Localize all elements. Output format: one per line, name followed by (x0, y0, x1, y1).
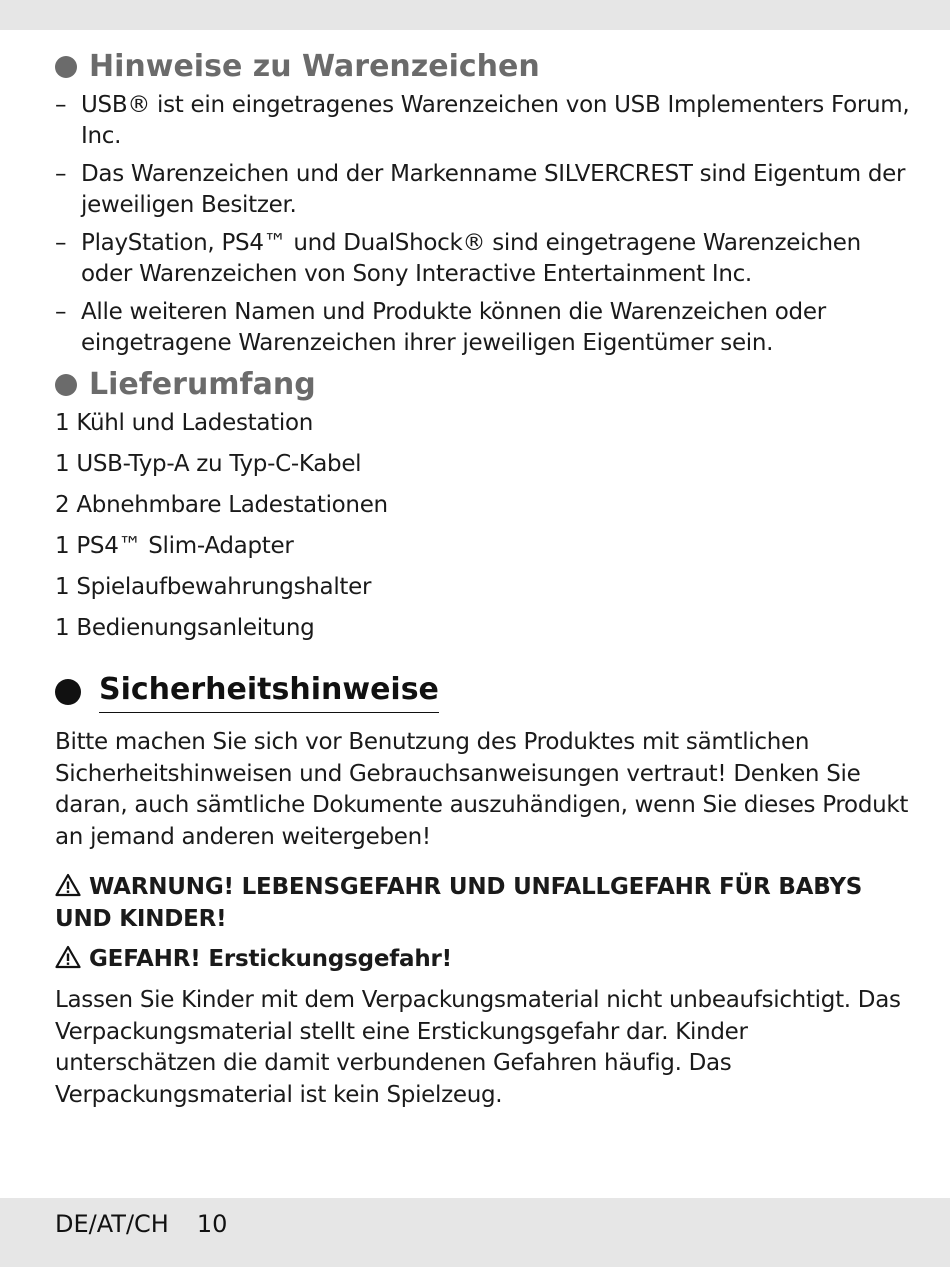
trademarks-heading (55, 48, 915, 86)
page-footer (55, 1210, 227, 1238)
page-content (55, 48, 915, 1111)
footer-region: DE/AT/CH (55, 1210, 169, 1238)
warning-notice (55, 871, 915, 935)
danger-notice (55, 943, 915, 975)
danger-text: GEFAHR! Erstickungsgefahr! (89, 946, 452, 972)
warning-text: WARNUNG! LEBENSGEFAHR UND UNFALLGEFAHR FÜR BABYS UND KINDER! (55, 874, 863, 932)
list-item: – PlayStation, PS4™ und DualShock® sind eingetragene Warenzeichen oder Warenzeichen von Sony Interactive Entertainment Inc. (55, 230, 861, 287)
delivery-list (55, 408, 915, 644)
dash-marker: – (55, 92, 67, 118)
dash-marker: – (55, 230, 67, 256)
list-item: – Das Warenzeichen und der Markenname SILVERCREST sind Eigentum der jeweiligen Besitzer. (55, 161, 906, 218)
trademarks-heading-text: Hinweise zu Warenzeichen (89, 49, 540, 84)
list-item: 1 USB-Typ-A zu Typ-C-Kabel (55, 451, 362, 477)
delivery-heading-text: Lieferumfang (89, 367, 316, 402)
trademarks-list (55, 90, 915, 359)
safety-heading-text: Sicherheitshinweise (99, 670, 439, 713)
warning-triangle-icon (55, 873, 81, 897)
list-item: 2 Abnehmbare Ladestationen (55, 492, 388, 518)
circle-bullet-icon (55, 374, 77, 396)
dash-marker: – (55, 161, 67, 187)
list-item: 1 PS4™ Slim-Adapter (55, 533, 294, 559)
list-item: – USB® ist ein eingetragenes Warenzeichen von USB Implementers Forum, Inc. (55, 92, 910, 149)
safety-intro: Bitte machen Sie sich vor Benutzung des Produktes mit sämtlichen Sicherheitshinweisen und Gebrauchsanweisungen vertraut! Denken Sie daran, auch sämtliche Dokumente auszuhändigen, wenn Sie dieses Produkt an jemand anderen weitergeben! (55, 729, 909, 850)
dash-marker: – (55, 299, 67, 325)
delivery-heading (55, 366, 915, 404)
circle-bullet-icon (55, 679, 81, 705)
top-band (0, 0, 950, 30)
list-item: – Alle weiteren Namen und Produkte können die Warenzeichen oder eingetragene Warenzeichen ihrer jeweiligen Eigentümer sein. (55, 299, 826, 356)
list-item: 1 Bedienungsanleitung (55, 615, 315, 641)
warning-triangle-icon (55, 945, 81, 969)
list-item: 1 Spielaufbewahrungshalter (55, 574, 372, 600)
circle-bullet-icon (55, 56, 77, 78)
list-item: 1 Kühl und Ladestation (55, 410, 314, 436)
safety-heading (55, 670, 915, 713)
safety-body: Lassen Sie Kinder mit dem Verpackungsmaterial nicht unbeaufsichtigt. Das Verpackungsmaterial stellt eine Erstickungsgefahr dar. Kinder unterschätzen die damit verbundenen Gefahren häufig. Das Verpackungsmaterial ist kein Spielzeug. (55, 987, 901, 1108)
page-number: 10 (196, 1210, 228, 1238)
